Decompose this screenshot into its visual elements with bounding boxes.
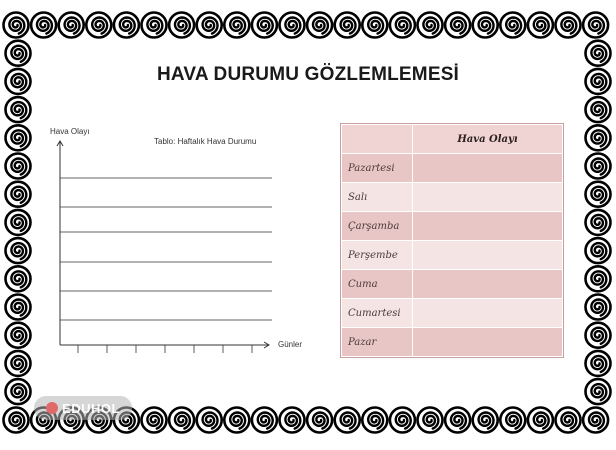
spiral-icon [203,18,218,34]
spiral-icon [11,271,26,287]
spiral-icon [423,413,438,429]
spiral-icon [591,271,606,287]
day-cell: Çarşamba [342,212,413,241]
table-header-row [342,125,563,154]
page-title: HAVA DURUMU GÖZLEMLEMESİ [156,64,460,85]
spiral-icon [591,187,606,203]
spiral-icon [341,18,356,34]
day-cell: Pazartesi [342,154,413,183]
header-day-cell [342,125,413,154]
weather-value-cell[interactable] [413,328,563,357]
spiral-icon [591,356,606,372]
header-weather-cell: Hava Olayı [413,125,563,154]
spiral-icon [11,187,26,203]
weather-value-cell[interactable] [413,183,563,212]
weather-value-cell[interactable] [413,299,563,328]
spiral-icon [175,413,190,429]
spiral-icon [561,18,576,34]
spiral-icon [203,413,218,429]
logo-text: EDUHOL [62,400,120,416]
spiral-icon [11,130,26,146]
spiral-icon [589,18,604,34]
spiral-icon [589,413,604,429]
spiral-icon [11,159,26,175]
spiral-icon [65,18,80,34]
spiral-icon [11,102,26,118]
y-axis-label: Hava Olayı [50,127,90,136]
table-row [342,241,563,270]
spiral-icon [37,18,52,34]
weather-chart [40,120,320,360]
spiral-icon [11,300,26,316]
eduhol-logo [34,396,132,420]
spiral-icon [230,413,245,429]
table-row [342,299,563,328]
spiral-icon [591,384,606,400]
spiral-icon [506,413,521,429]
spiral-icon [147,18,162,34]
day-cell: Pazar [342,328,413,357]
grid-lines [60,178,272,320]
spiral-icon [368,18,383,34]
spiral-icon [285,18,300,34]
spiral-icon [175,18,190,34]
x-axis-label: Günler [278,340,303,349]
spiral-icon [120,18,135,34]
spiral-icon [591,243,606,259]
spiral-icon [591,102,606,118]
spiral-icon [451,413,466,429]
weather-value-cell[interactable] [413,154,563,183]
spiral-icon [147,413,162,429]
weather-value-cell[interactable] [413,212,563,241]
spiral-icon [534,18,549,34]
spiral-icon [479,413,494,429]
spiral-icon [9,18,24,34]
spiral-icon [423,18,438,34]
spiral-icon [258,18,273,34]
spiral-icon [230,18,245,34]
x-ticks [78,345,252,353]
table-row [342,328,563,357]
table-row [342,270,563,299]
spiral-icon [368,413,383,429]
spiral-icon [11,384,26,400]
spiral-icon [11,243,26,259]
spiral-icon [396,413,411,429]
spiral-icon [561,413,576,429]
day-cell: Cuma [342,270,413,299]
spiral-icon [11,215,26,231]
spiral-icon [591,46,606,62]
spiral-icon [396,18,411,34]
spiral-icon [591,215,606,231]
table-row [342,212,563,241]
spiral-icon [591,300,606,316]
table-row [342,154,563,183]
spiral-icon [591,328,606,344]
spiral-icon [313,413,328,429]
day-cell: Cumartesi [342,299,413,328]
day-cell: Salı [342,183,413,212]
weather-table [341,124,563,357]
logo-dot-icon [46,402,58,414]
spiral-icon [11,356,26,372]
spiral-icon [258,413,273,429]
spiral-icon [313,18,328,34]
table-row [342,183,563,212]
spiral-icon [9,413,24,429]
spiral-icon [11,46,26,62]
spiral-icon [341,413,356,429]
spiral-icon [451,18,466,34]
spiral-icon [285,413,300,429]
weather-value-cell[interactable] [413,241,563,270]
chart-title: Tablo: Haftalık Hava Durumu [154,137,257,146]
spiral-icon [591,130,606,146]
weather-value-cell[interactable] [413,270,563,299]
spiral-icon [479,18,494,34]
spiral-icon [534,413,549,429]
spiral-icon [506,18,521,34]
spiral-icon [11,328,26,344]
spiral-icon [591,159,606,175]
day-cell: Perşembe [342,241,413,270]
spiral-icon [92,18,107,34]
